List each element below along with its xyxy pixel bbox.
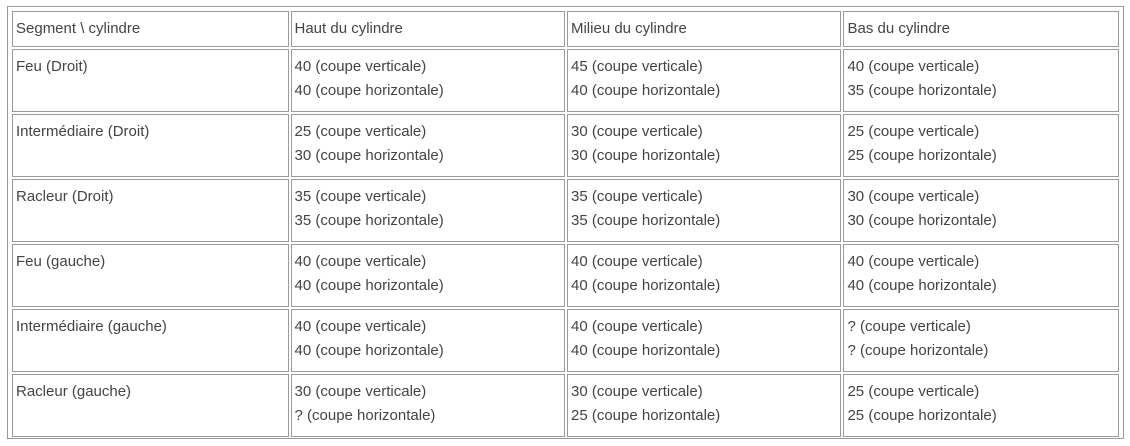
cylinder-measurements-table bbox=[10, 9, 1121, 439]
haut-cell bbox=[291, 244, 565, 307]
haut-cell bbox=[291, 179, 565, 242]
horizontal-cut-value: 25 (coupe horizontale) bbox=[847, 407, 997, 424]
horizontal-cut-value: 35 (coupe horizontale) bbox=[570, 212, 721, 229]
vertical-cut-value: 40 (coupe verticale) bbox=[294, 318, 427, 335]
bas-cell bbox=[843, 374, 1119, 437]
bas-cell bbox=[843, 114, 1119, 177]
vertical-cut-value: 30 (coupe verticale) bbox=[847, 188, 980, 205]
table-header-row bbox=[12, 11, 1119, 47]
vertical-cut-value: 40 (coupe verticale) bbox=[570, 318, 703, 335]
vertical-cut-value: 25 (coupe verticale) bbox=[847, 383, 980, 400]
vertical-cut-value: 45 (coupe verticale) bbox=[570, 58, 703, 75]
header-cell-bas: Bas du cylindre bbox=[843, 11, 1119, 47]
horizontal-cut-value: 25 (coupe horizontale) bbox=[847, 147, 997, 164]
segment-cell: Feu (Droit) bbox=[12, 49, 289, 112]
table-row bbox=[12, 309, 1119, 372]
horizontal-cut-value: 30 (coupe horizontale) bbox=[847, 212, 997, 229]
horizontal-cut-value: 40 (coupe horizontale) bbox=[570, 277, 721, 294]
data-table-frame bbox=[7, 6, 1124, 439]
table-row bbox=[12, 374, 1119, 437]
horizontal-cut-value: 40 (coupe horizontale) bbox=[294, 277, 444, 294]
table-row bbox=[12, 114, 1119, 177]
milieu-cell bbox=[567, 374, 841, 437]
segment-cell: Intermédiaire (Droit) bbox=[12, 114, 289, 177]
header-cell-segment: Segment \ cylindre bbox=[12, 11, 289, 47]
header-cell-milieu: Milieu du cylindre bbox=[567, 11, 841, 47]
haut-cell bbox=[291, 114, 565, 177]
bas-cell bbox=[843, 49, 1119, 112]
vertical-cut-value: ? (coupe verticale) bbox=[847, 318, 971, 335]
segment-cell: Racleur (gauche) bbox=[12, 374, 289, 437]
haut-cell bbox=[291, 374, 565, 437]
vertical-cut-value: 40 (coupe verticale) bbox=[294, 253, 427, 270]
vertical-cut-value: 25 (coupe verticale) bbox=[294, 123, 427, 140]
bas-cell bbox=[843, 179, 1119, 242]
horizontal-cut-value: 30 (coupe horizontale) bbox=[570, 147, 721, 164]
horizontal-cut-value: 25 (coupe horizontale) bbox=[570, 407, 721, 424]
haut-cell bbox=[291, 49, 565, 112]
segment-cell: Racleur (Droit) bbox=[12, 179, 289, 242]
vertical-cut-value: 35 (coupe verticale) bbox=[294, 188, 427, 205]
vertical-cut-value: 40 (coupe verticale) bbox=[294, 58, 427, 75]
horizontal-cut-value: 30 (coupe horizontale) bbox=[294, 147, 444, 164]
milieu-cell bbox=[567, 49, 841, 112]
header-cell-haut: Haut du cylindre bbox=[291, 11, 565, 47]
milieu-cell bbox=[567, 244, 841, 307]
vertical-cut-value: 25 (coupe verticale) bbox=[847, 123, 980, 140]
milieu-cell bbox=[567, 114, 841, 177]
bas-cell bbox=[843, 244, 1119, 307]
vertical-cut-value: 35 (coupe verticale) bbox=[570, 188, 703, 205]
milieu-cell bbox=[567, 179, 841, 242]
table-row bbox=[12, 49, 1119, 112]
horizontal-cut-value: 40 (coupe horizontale) bbox=[847, 277, 997, 294]
horizontal-cut-value: 40 (coupe horizontale) bbox=[294, 82, 444, 99]
horizontal-cut-value: 40 (coupe horizontale) bbox=[294, 342, 444, 359]
segment-cell: Feu (gauche) bbox=[12, 244, 289, 307]
milieu-cell bbox=[567, 309, 841, 372]
horizontal-cut-value: ? (coupe horizontale) bbox=[847, 342, 989, 359]
vertical-cut-value: 40 (coupe verticale) bbox=[847, 58, 980, 75]
vertical-cut-value: 40 (coupe verticale) bbox=[570, 253, 703, 270]
table-row bbox=[12, 244, 1119, 307]
horizontal-cut-value: 35 (coupe horizontale) bbox=[294, 212, 444, 229]
vertical-cut-value: 40 (coupe verticale) bbox=[847, 253, 980, 270]
segment-cell: Intermédiaire (gauche) bbox=[12, 309, 289, 372]
bas-cell bbox=[843, 309, 1119, 372]
horizontal-cut-value: 40 (coupe horizontale) bbox=[570, 82, 721, 99]
vertical-cut-value: 30 (coupe verticale) bbox=[570, 123, 703, 140]
horizontal-cut-value: ? (coupe horizontale) bbox=[294, 407, 436, 424]
vertical-cut-value: 30 (coupe verticale) bbox=[294, 383, 427, 400]
horizontal-cut-value: 40 (coupe horizontale) bbox=[570, 342, 721, 359]
horizontal-cut-value: 35 (coupe horizontale) bbox=[847, 82, 997, 99]
vertical-cut-value: 30 (coupe verticale) bbox=[570, 383, 703, 400]
haut-cell bbox=[291, 309, 565, 372]
table-row bbox=[12, 179, 1119, 242]
